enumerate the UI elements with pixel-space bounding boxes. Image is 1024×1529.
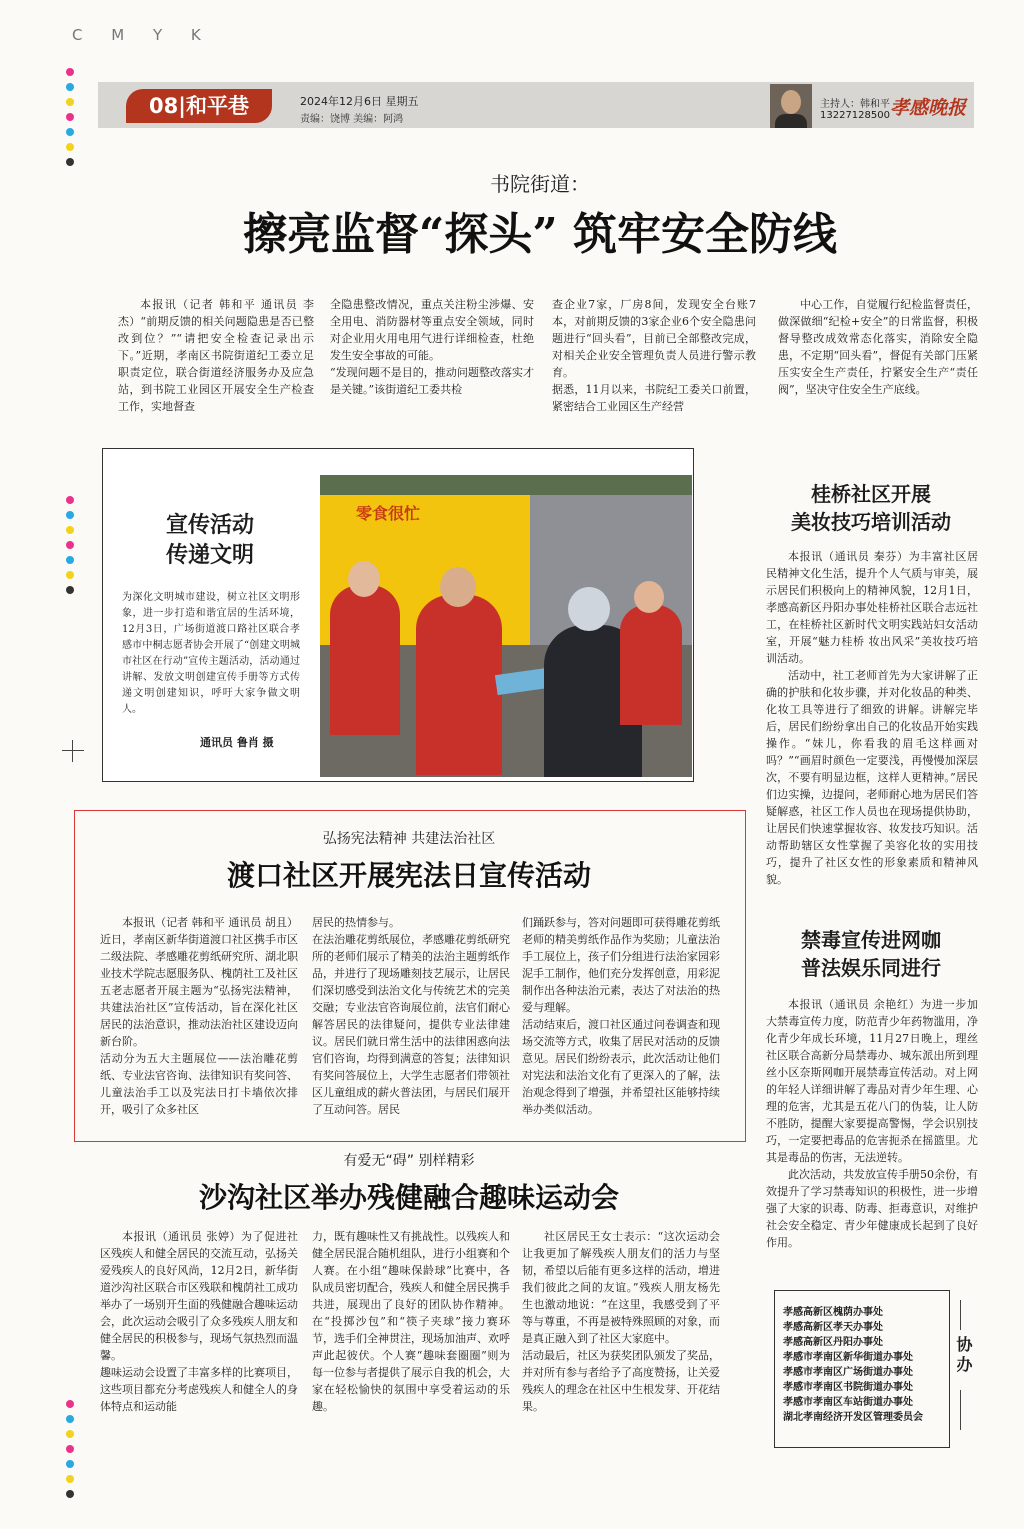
dukou-column-1 [100,914,298,1118]
lead-column-2 [330,296,534,398]
issue-date: 2024年12月6日 星期五 [300,95,419,108]
elderly-man-cap [568,587,610,631]
lead-headline: 擦亮监督“探头” 筑牢安全防线 [243,209,837,260]
sponsor-item: 孝感市孝南区广场街道办事处 [783,1367,913,1378]
lead-col2-text: 全隐患整改情况，重点关注粉尘涉爆、安全用电、消防器材等重点安全领域，同时对企业用火用电用气进行详细检查，杜绝发生安全事故的可能。 “发现问题不是目的，推动问题整改落实才是关键。”该街道纪工委共检 [330,298,534,396]
sponsor-item: 孝感高新区槐荫办事处 [783,1307,883,1318]
sponsor-list [774,1290,950,1448]
shagou-col1-text: 本报讯（通讯员 张婷）为了促进社区残疾人和健全居民的交流互动，弘扬关爱残疾人的良好风尚，12月2日，新华街道沙沟社区联合市区残联和槐荫社工成功举办了一场别开生面的残健融合趣味运动会，此次运动会吸引了众多残疾人朋友和健全居民的积极参与，现场气氛热烈而温馨。 趣味运动会设置了丰富多样的比赛项目，这些项目都充分考虑残疾人和健全人的身体特点和运动能 [100,1230,298,1413]
host-portrait [770,84,812,128]
host-phone: 13227128500 [820,110,890,121]
color-registration-dots-top [66,68,74,173]
editor-credit: 责编：饶博 美编：阿鸿 [300,114,404,125]
lead-column-1: 本报讯（记者 韩和平 通讯员 李 杰）“前期反馈的相关问题隐患是否已整改到位？”“请把安全检查记录出示下。”近期，孝南区书院街道纪工委立足职责定位，联合街道经济服务办及应急站，到书院工业园区开展安全生产检查工作，实地督查 [118,298,314,413]
guiqiao-paragraph: 本报讯（通讯员 秦芬）为丰富社区居民精神文化生活，提升个人气质与审美，展示居民们积极向上的精神风貌，12月1日，孝感高新区丹阳办事处桂桥社区联合志远社工，在桂桥社区新时代文明实践站妇女活动室，开展“魅力桂桥 妆出风采”美妆技巧培训活动。 [766,550,978,665]
dukou-column-2 [312,914,510,1118]
sponsor-item: 湖北孝南经济开发区管理委员会 [783,1412,923,1423]
sponsor-item: 孝感市孝南区新华街道办事处 [783,1352,913,1363]
co-organizer-label: 协办 [954,1336,973,1376]
volunteer-right-head [634,581,664,613]
sponsor-divider-top [960,1300,961,1330]
jindu-paragraph: 此次活动，共发放宣传手册50余份，有效提升了学习禁毒知识的积极性，进一步增强了大家的识毒、防毒、拒毒意识，对维护社会安全稳定、青少年健康成长起到了良好作用。 [766,1168,978,1249]
dukou-col2-text: 居民的热情参与。 在法治雕花剪纸展位，孝感雕花剪纸研究所的老师们展示了精美的法治主题剪纸作品，并进行了现场雕刻技艺展示，让居民们深切感受到法治文化与传统艺术的完美交融；专业法官咨询展位前，法官们耐心解答居民的法律疑问，提供专业法律建议。居民们就日常生活中的法律困惑向法官们咨询，均得到满意的答复；法律知识有奖问答展位上，大学生志愿者们带领社区儿童组成的薪火普法团，与居民们展开了互动问答。居民 [312,916,510,1116]
guiqiao-headline-line1: 桂桥社区开展 [811,482,931,506]
shagou-column-1 [100,1228,298,1415]
shagou-column-2 [312,1228,510,1415]
color-registration-dots-bottom [66,1400,74,1505]
host-name: 主持人：韩和平 [820,99,890,110]
guiqiao-body [766,548,978,888]
dukou-col1-text: 本报讯（记者 韩和平 通讯员 胡且）近日，孝南区新华街道渡口社区携手市区二级法院、孝感雕花剪纸研究所、湖北职业技术学院志愿服务队、槐荫社工及社区五老志愿者开展主题为“弘扬宪法精神，共建法治社区”宣传活动，旨在深化社区居民的法治意识，推动法治社区建设迈向新台阶。 活动分为五大主题展位——法治雕花剪纸、专业法官咨询、法律知识有奖问答、儿童法治手工以及宪法日打卡墙依次排开，吸引了众多社区 [100,916,298,1116]
guiqiao-headline-line2: 美妆技巧培训活动 [791,510,951,534]
sponsor-item: 孝感高新区孝天办事处 [783,1322,883,1333]
volunteer-left-head [348,561,380,597]
volunteer-right [620,605,682,725]
photo-credit: 通讯员 鲁肖 摄 [200,736,274,749]
dukou-column-3 [522,914,720,1118]
lead-kicker: 书院街道： [490,172,590,196]
photo-caption: 为深化文明城市建设，树立社区文明形象，进一步打造和谐宜居的生活环境，12月3日，广场街道渡口路社区联合孝感市中桐志愿者协会开展了“创建文明城市社区在行动”宣传主题活动，活动通过讲解、发放文明创建宣传手册等方式传递文明创建知识，呼吁大家争做文明人。 [122,592,300,715]
color-registration-dots-middle [66,496,74,601]
photo-story-title-line2: 传递文明 [165,542,254,568]
lead-column-4: 中心工作，自觉履行纪检监督责任，做深做细“纪检+安全”的日常监督，积极督导整改成效常态化落实，消除安全隐患，不定期“回头看”，督促有关部门压紧压实安全生产责任，拧紧安全生产“责任阀”，坚决守住安全生产底线。 [778,298,978,396]
lead-col3-text: 查企业7家，厂房8间，发现安全台账7本，对前期反馈的3家企业6个安全隐患问题进行“回头看”，目前已全部整改完成，对相关企业安全管理负责人员进行警示教育。 据悉，11月以来，书院纪工委关口前置，紧密结合工业园区生产经营 [552,298,756,413]
volunteer-center [416,595,502,775]
shagou-kicker: 有爱无“碍” 别样精彩 [343,1153,475,1169]
volunteer-center-head [440,567,476,607]
sponsor-item: 孝感市孝南区车站街道办事处 [783,1397,913,1408]
dukou-col3-text: 们踊跃参与，答对问题即可获得雕花剪纸老师的精美剪纸作品作为奖励；儿童法治手工展位上，孩子们分组进行法治家园彩泥手工制作，他们充分发挥创意，用彩泥制作出各种法治元素，表达了对法治的热爱与理解。 活动结束后，渡口社区通过问卷调查和现场交流等方式，收集了居民对活动的反馈意见。居民们纷纷表示，此次活动让他们对宪法和法治文化有了更深入的了解，法治观念得到了增强，并希望社区能够持续举办类似活动。 [522,916,720,1116]
volunteer-event-photo [320,475,692,777]
jindu-headline-line1: 禁毒宣传进网咖 [801,928,941,952]
guiqiao-paragraph: 活动中，社工老师首先为大家讲解了正确的护肤和化妆步骤，并对化妆品的种类、化妆工具等进行了细致的讲解。讲解完毕后，居民们纷纷拿出自己的化妆品开始实践操作。“妹儿，你看我的眉毛这样画对吗？”“画眉时颜色一定要浅，再慢慢加深层次，不要有明显边框，这样人更精神。”居民们边实操，边提问，老师耐心地为居民们答疑解惑，社区工作人员也在现场提供协助，让居民们快速掌握妆容、妆发技巧知识。活动帮助辖区女性掌握了美容化妆的实用技巧，提升了社区女性的形象素质和精神风貌。 [766,669,978,886]
cmyk-mark: C M Y K [72,26,213,44]
sponsor-divider-bottom [960,1390,961,1430]
photo-story-title [130,510,290,570]
newspaper-logo: 孝感晚报 [890,97,967,119]
shagou-col2-text: 力，既有趣味性又有挑战性。以残疾人和健全居民混合随机组队，进行小组赛和个人赛。在小组“趣味保龄球”比赛中，各队成员密切配合，残疾人和健全居民携手共进，展现出了良好的团队协作精神。在“投掷沙包”和“筷子夹球”接力赛环节，选手们全神贯注，现场加油声、欢呼声此起彼伏。个人赛“趣味套圈圈”则为每一位参与者提供了展示自我的机会，大家在轻松愉快的氛围中享受着运动的乐趣。 [312,1230,510,1413]
sponsor-item: 孝感高新区丹阳办事处 [783,1337,883,1348]
shagou-column-3 [522,1228,720,1415]
jindu-headline [764,926,978,982]
shagou-headline: 沙沟社区举办残健融合趣味运动会 [198,1181,619,1214]
shagou-col3-text: 社区居民王女士表示：“这次运动会让我更加了解残疾人朋友们的活力与坚韧，希望以后能有更多这样的活动，增进我们彼此之间的友谊。”残疾人朋友杨先生也激动地说：“在这里，我感受到了平等与尊重，不再是被特殊照顾的对象，而是真正融入到了社区大家庭中。 活动最后，社区为获奖团队颁发了奖品，并对所有参与者给予了高度赞扬，让关爱残疾人的理念在社区中生根发芽、开花结果。 [522,1230,720,1413]
jindu-paragraph: 本报讯（通讯员 余艳红）为进一步加大禁毒宣传力度，防范青少年药物滥用，净化青少年成长环境，11月27日晚上，理丝社区联合高新分局禁毒办、城东派出所到理丝小区奈斯网咖开展禁毒宣传活动。对上网的年轻人详细讲解了毒品对青少年生理、心理的危害，尤其是五花八门的伪装，让人防不胜防，提醒大家要提高警惕，学会识别技巧，一定要把毒品的危害扼杀在摇篮里。尤其是毒品的伤害，无法逆转。 [766,998,978,1164]
registration-crosshair [62,740,84,762]
jindu-headline-line2: 普法娱乐同进行 [801,956,941,980]
volunteer-left [330,585,400,735]
store-sign: 零食很忙 [356,504,421,523]
page-section-tag: 08|和平巷 [126,89,272,123]
guiqiao-headline [764,480,978,536]
lead-column-3 [552,296,756,415]
dukou-kicker: 弘扬宪法精神 共建法治社区 [322,831,496,847]
jindu-body [766,996,978,1251]
dukou-headline: 渡口社区开展宪法日宣传活动 [226,859,591,892]
photo-story-title-line1: 宣传活动 [165,512,254,538]
sponsor-item: 孝感市孝南区书院街道办事处 [783,1382,913,1393]
